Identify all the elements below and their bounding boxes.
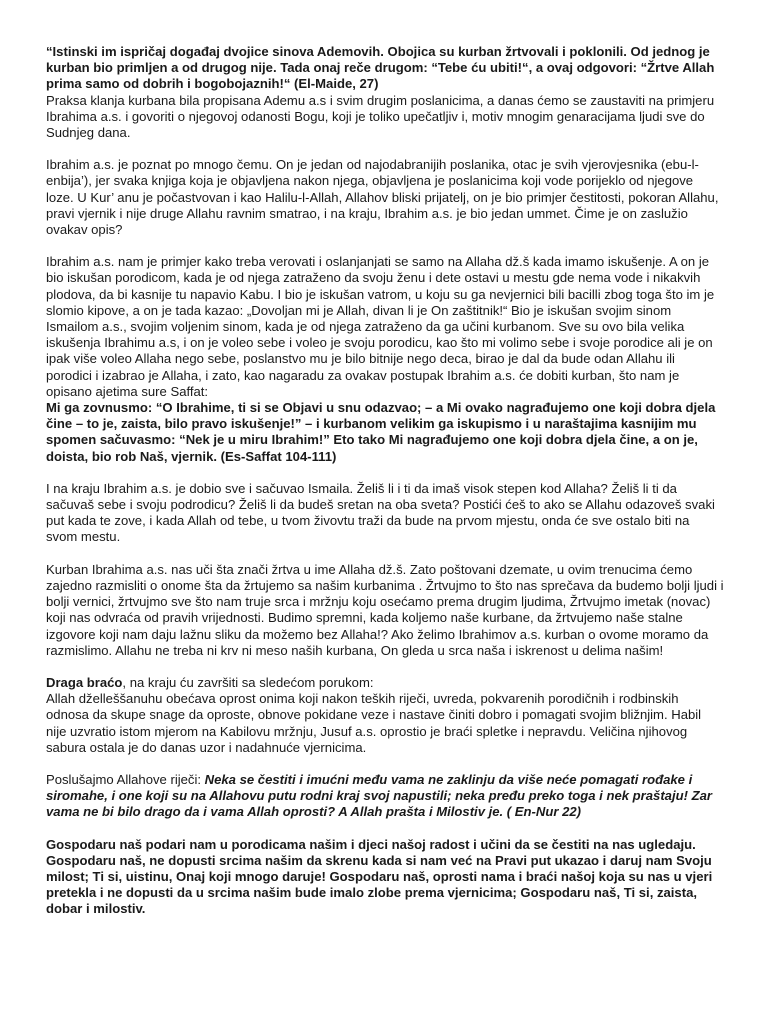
paragraph-spacer	[46, 546, 724, 562]
quote-el-maide: “Istinski im ispričaj događaj dvojice sinova Ademovih. Obojica su kurban žrtvovali i poklonili. Od jednog je kurban bio primljen a od drugog nije. Tada onaj reče drugom: “Tebe ću ubiti!“, a ovaj odgovori: “Žrtve Allah prima samo od dobrih i bogobojaznih!“ (El-Maide, 27)	[46, 44, 715, 92]
paragraph-sacrifice-meaning: Kurban Ibrahima a.s. nas uči šta znači žrtva u ime Allaha dž.š. Zato poštovani dzemate, u ovim trenucima ćemo zajedno razmisliti o onome šta da žrtujemo sa našim kurbanima . Žrtvujmo to što nas sprečava da budemo bolji ljudi i bolji vernici, žrtvujmo sve što nam truje srca i mržnju koju osećamo prema drugim ljudima, Žrtvujmo imetak (novac) koji nas odvraća od pravih vrijednosti. Budimo spremni, kada koljemo naše kurbane, da žrtvujemo naše stalne izgovore koji nam daju lažnu sliku da možemo bez Allaha!? Ako želimo Ibrahimov a.s. kurban o ovome moramo da razmislimo. Allahu ne treba ni krv ni meso naših kurbana, On gleda u srca naša i iskrenost u delima našim!	[46, 561, 724, 658]
closing-intro: , na kraju ću završiti sa sledećom porukom:	[122, 674, 374, 690]
paragraph-closing-message	[46, 675, 724, 756]
forgiveness-text: Allah dželleššanuhu obećava oprost onima koji nakon teških riječi, uvreda, pokvarenih porodičnih i rodbinskih odnosa da skupe snage da oproste, obnove pokidane veze i nastave činiti dobro i pomagati svojim bližnjim. Habil nije uzvratio istom mjerom na Kabilovu mržnju, Jusuf a.s. oprostio je braći spletke i nepravdu. Veličina njihovog sabura ostala je do danas uzor i nadahnuće vjernicima.	[46, 691, 702, 755]
allah-words-intro: Poslušajmo Allahove riječi:	[46, 771, 205, 787]
paragraph-spacer	[46, 756, 724, 772]
paragraph-spacer	[46, 821, 724, 837]
paragraph-spacer	[46, 659, 724, 675]
document-page	[46, 44, 724, 918]
trials-text: Ibrahim a.s. nam je primjer kako treba verovati i oslanjanjati se samo na Allaha dž.š kada imamo iskušenje. A on je bio iskušan porodicom, kada je od njega zatraženo da svoju ženu i dete ostavi u mestu gde nema vode i nikakvih plodova, da bi kasnije tu napavio Kabu. I bio je iskušan vatrom, u koju su ga nevjernici bili bacilli zbog toga što im je slomio kipove, a on je tada kazao: „Dovoljan mi je Allah, divan li je On zaštitnik!“ Bio je iskušan svojim sinom Ismailom a.s., svojim voljenim sinom, kada je od njega zatraženo da ga učini kurbanom. Sve su ovo bila velika iskušenja Ibrahimu a.s, i on je voleo sebe i voleo je svoju porodicu, kao što mi volimo sebe i svoje porodice ali je on ipak više voleo Allaha nego sebe, poslanstvo mu je bilo bitnije nego deca, birao je dal da bude odan Allahu ili porodici i izabrao je Allaha, i zato, kao nagaradu za ovakav postupak Ibrahim a.s. će dobiti kurban, što nam je opisano ajetima sure Saffat:	[46, 254, 715, 399]
quote-es-saffat: Mi ga zovnusmo: “O Ibrahime, ti si se Objavi u snu odazvao; – a Mi ovako nagrađujemo one koji dobra djela čine – to je, zaista, bilo pravo iskušenje!” – i kurbanom velikim ga iskupismo i u naraštajima kasnijim mu spomen sačuvasmo: “Nek je u miru Ibrahim!” Eto tako Mi nagrađujemo one koji dobra djela čine, a on je, doista, bio rob Naš, vjernik. (Es-Saffat 104-111)	[46, 400, 716, 464]
paragraph-quote-el-maide	[46, 44, 724, 141]
paragraph-reward: I na kraju Ibrahim a.s. je dobio sve i sačuvao Ismaila. Želiš li i ti da imaš visok stepen kod Allaha? Želiš li ti da sačuvaš sebe i svoju podrodicu? Želiš li da budeš sretan na oba sveta? Postići ćeš to ako se Allahu odazoveš svaki put kada te zove, i kada Allah od tebe, u tvom živovtu traži da bude na prvom mjestu, onda će sve ostalo biti na svom mestu.	[46, 480, 715, 545]
paragraph-en-nur	[46, 772, 724, 821]
paragraph-ibrahim-known: Ibrahim a.s. je poznat po mnogo čemu. On je jedan od najodabranijih poslanika, otac je svih vjerovjesnika (ebu-l-enbija’), jer svaka knjiga koja je objavljena nakon njega, objavljena je poslanicima koji vode porijeklo od njegove loze. U Kur’ anu je počastvovan i kao Halilu-l-Allah, Allahov bliski prijatelj, on je bio primjer čestitosti, pokoran Allahu, pravi vjernik i nije druge Allahu ravnim smatrao, i na kraju, Ibrahim a.s. je bio jedan ummet. Čime je on zaslužio ovakav opis?	[46, 157, 719, 238]
paragraph-dua: Gospodaru naš podari nam u porodicama našim i djeci našoj radost i učini da se čestiti na nas ugledaju. Gospodaru naš, ne dopusti srcima našim da skrenu kada si nam već na Pravi put ukazao i daruj nam Svoju milost; Ti si, uistinu, Onaj koji mnogo daruje! Gospodaru naš, oprosti nama i braći našoj koja su nas u vjeri pretekla i ne dopusti da u srcima našim bude imalo zlobe prema vjernicima; Gospodaru naš, Ti si, zaista, dobar i milostiv.	[46, 836, 713, 917]
paragraph-spacer	[46, 141, 724, 157]
quote-en-nur: Neka se čestiti i imućni među vama ne zaklinju da više neće pomagati rođake i siromahe, i one koji su na Allahovu putu rodni kraj svoj napustili; neka pređu preko toga i nek praštaju! Zar vama ne bi bilo drago da i vama Allah oprosti? A Allah prašta i Milostiv je. ( En-Nur 22)	[46, 771, 712, 820]
paragraph-spacer	[46, 465, 724, 481]
intro-text: Praksa klanja kurbana bila propisana Ademu a.s i svim drugim poslanicima, a danas ćemo se zaustaviti na primjeru Ibrahima a.s. i govoriti o njegovoj odanosti Bogu, koji je toliko upečatljiv i, motiv mnogim genaracijama ljudi sve do Sudnjeg dana.	[46, 92, 715, 141]
greeting-brothers: Draga braćo	[46, 674, 123, 690]
paragraph-spacer	[46, 238, 724, 254]
paragraph-ibrahim-trials	[46, 254, 724, 465]
